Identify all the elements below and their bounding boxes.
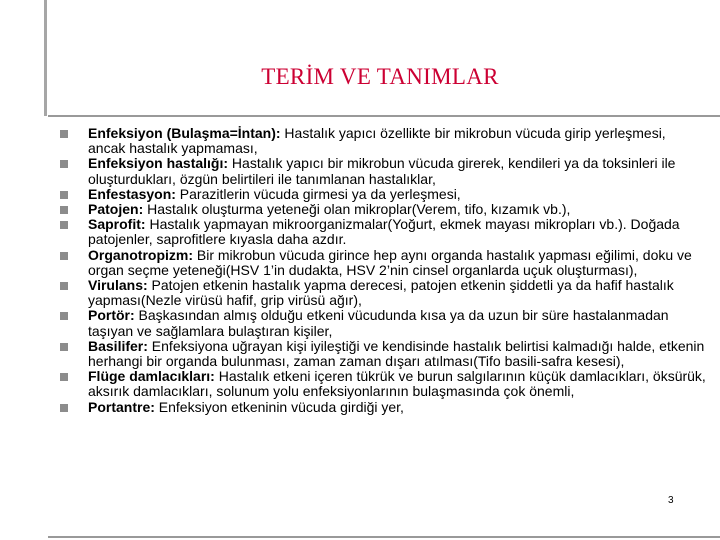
square-bullet-icon: [60, 130, 68, 138]
definition-term: Organotropizm:: [88, 246, 193, 263]
square-bullet-icon: [60, 252, 68, 260]
list-item: [58, 308, 706, 338]
definition-term: Portantre:: [88, 398, 155, 415]
definition-term: Enfeksiyon hastalığı:: [88, 155, 229, 172]
definition-term: Saprofit:: [88, 216, 146, 233]
definition-text: Enfeksiyona uğrayan kişi iyileştiği ve kendisinde hastalık belirtisi kalmadığı halde, etkenin herhangi bir organda bulunması, zaman zaman dışarı atılması(Tifo basili-safra kesesi),: [88, 337, 705, 370]
definition-term: Flüge damlacıkları:: [88, 368, 215, 385]
definition-text: Hastalık yapıcı bir mikrobun vücuda girerek, kendileri ya da toksinleri ile oluşturdukları, özgün belirtileri ile tanımlanan hastalıklar,: [88, 155, 676, 187]
list-item: [58, 187, 706, 202]
list-item: [58, 369, 706, 399]
definition-term: Enfestasyon:: [88, 185, 176, 202]
definition-term: Virulans:: [88, 277, 148, 294]
list-item: [58, 126, 706, 156]
definition-text: Enfeksiyon etkeninin vücuda girdiği yer,: [154, 398, 404, 415]
definition-term: Patojen:: [88, 201, 144, 218]
definition-text: Hastalık etkeni içeren tükrük ve burun salgılarının küçük damlacıkları, öksürük, aksırık damlacıkları, solunum yolu enfeksiyonlarının bulaşmasında çok önemli,: [88, 368, 706, 400]
square-bullet-icon: [60, 206, 68, 214]
list-item: [58, 400, 706, 415]
square-bullet-icon: [60, 282, 68, 290]
footer-divider: [48, 536, 720, 538]
left-vertical-rule: [44, 0, 47, 116]
list-item: [58, 202, 706, 217]
square-bullet-icon: [60, 343, 68, 351]
page-number: 3: [668, 495, 674, 506]
definition-text: Parazitlerin vücuda girmesi ya da yerleşmesi,: [175, 185, 461, 202]
definition-text: Hastalık yapıcı özellikte bir mikrobun vücuda girip yerleşmesi, ancak hastalık yapmaması,: [88, 125, 666, 157]
definition-text: Hastalık yapmayan mikroorganizmalar(Yoğurt, ekmek mayası mikropları vb.). Doğada patojenler, saprofitlere kıyasla daha azdır.: [88, 216, 680, 248]
list-item: [58, 339, 706, 369]
definition-text: Patojen etkenin hastalık yapma derecesi, patojen etkenin şiddetli ya da hafif hastalık yapması(Nezle virüsü hafif, grip virüsü ağır),: [88, 277, 674, 309]
list-item: [58, 248, 706, 278]
definition-text: Başkasından almış olduğu etkeni vücudunda kısa ya da uzun bir süre hastalanmadan taşıyan ve sağlamlara bulaştıran kişiler,: [88, 307, 669, 339]
list-item: [58, 156, 706, 186]
square-bullet-icon: [60, 191, 68, 199]
square-bullet-icon: [60, 312, 68, 320]
definition-term: Basilifer:: [88, 337, 148, 354]
list-item: [58, 278, 706, 308]
definition-term: Enfeksiyon (Bulaşma=İntan):: [88, 125, 281, 141]
list-item: [58, 217, 706, 247]
square-bullet-icon: [60, 221, 68, 229]
square-bullet-icon: [60, 404, 68, 412]
slide-title: TERİM VE TANIMLAR: [261, 64, 499, 89]
square-bullet-icon: [60, 160, 68, 168]
definition-text: Hastalık oluşturma yeteneği olan mikroplar(Verem, tifo, kızamık vb.),: [143, 201, 571, 218]
square-bullet-icon: [60, 373, 68, 381]
title-divider: [48, 115, 720, 117]
definition-term: Portör:: [88, 307, 135, 324]
definition-text: Bir mikrobun vücuda girince hep aynı organda hastalık yapması eğilimi, doku ve organ seçme yeteneği(HSV 1’in dudakta, HSV 2’nin cinsel organlarda uçuk oluşturması),: [88, 246, 692, 278]
definition-list: [58, 126, 706, 415]
